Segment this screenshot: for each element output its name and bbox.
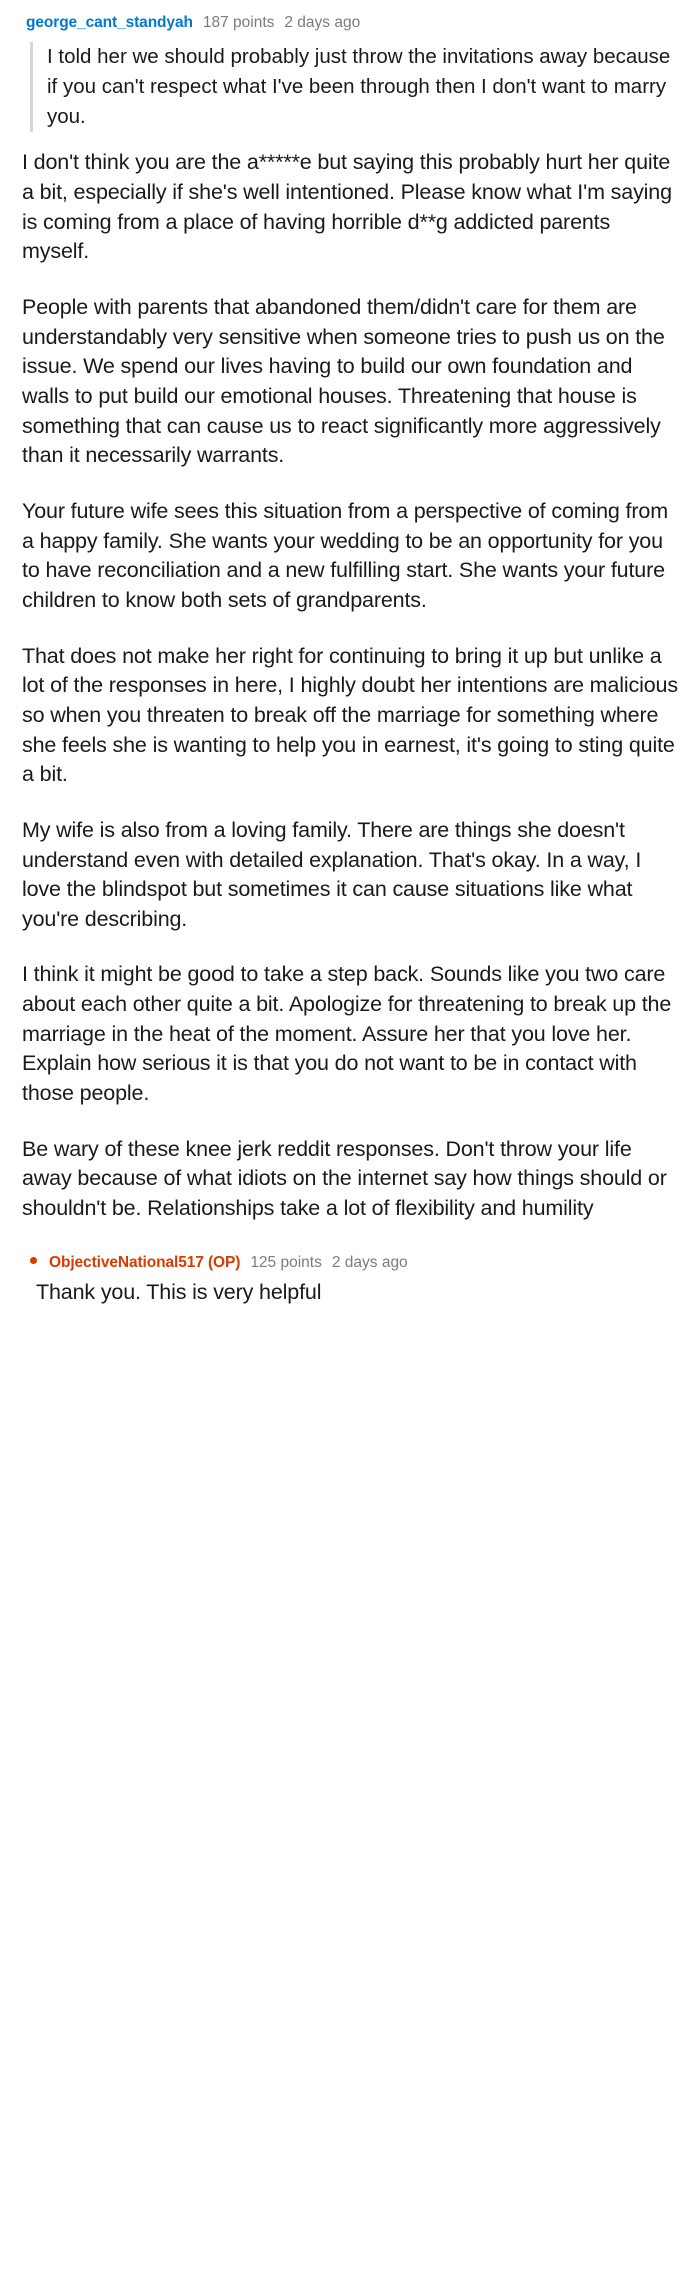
- comment-paragraph: Be wary of these knee jerk reddit responses. Don't throw your life away because of what idiots on the internet say how things should or shouldn't be. Relationships take a lot of flexibility and humility: [22, 1136, 667, 1221]
- comment-points: 187 points: [202, 14, 275, 31]
- comment-paragraph: Your future wife sees this situation from a perspective of coming from a happy family. She wants your wedding to be an opportunity for you to have reconciliation and a new fulfilling start. She wants your future children to know both sets of grandparents.: [22, 498, 668, 612]
- reply-comment: [0, 1250, 700, 1318]
- reply-header: [0, 1250, 700, 1274]
- comment-header: [0, 0, 700, 34]
- reply-timestamp: 2 days ago: [331, 1253, 408, 1271]
- comment-paragraph: I think it might be good to take a step back. Sounds like you two care about each other quite a bit. Apologize for threatening to break up the marriage in the heat of the moment. Assure her that you love her. Explain how serious it is that you do not want to be in contact with those people.: [22, 962, 672, 1106]
- comment-paragraph: I don't think you are the a*****e but saying this probably hurt her quite a bit, especially if she's well intentioned. Please know what I'm saying is coming from a place of having horrible d**g addicted parents myself.: [22, 150, 672, 264]
- comment-timestamp: 2 days ago: [284, 14, 361, 31]
- comment-body: [0, 148, 700, 1223]
- op-marker-icon: [30, 1257, 37, 1264]
- comment-paragraph: People with parents that abandoned them/didn't care for them are understandably very sensitive when someone tries to push us on the issue. We spend our lives having to build our own foundation and walls to put build our emotional houses. Threatening that house is something that can cause us to react significantly more aggressively than it necessarily warrants.: [22, 295, 665, 468]
- quoted-text: I told her we should probably just throw the invitations away because if you can't respect what I've been through then I don't want to marry you.: [30, 42, 678, 132]
- comment-author-link[interactable]: george_cant_standyah: [26, 14, 193, 31]
- reply-author-link[interactable]: ObjectiveNational517 (OP): [49, 1253, 241, 1271]
- comment-paragraph: My wife is also from a loving family. There are things she doesn't understand even with detailed explanation. That's okay. In a way, I love the blindspot but sometimes it can cause situations like what you're describing.: [22, 817, 642, 931]
- comment-paragraph: That does not make her right for continuing to bring it up but unlike a lot of the responses in here, I highly doubt her intentions are malicious so when you threaten to break off the marriage for something where she feels she is wanting to help you in earnest, it's going to sting quite a bit.: [22, 643, 678, 787]
- reply-text: Thank you. This is very helpful: [36, 1279, 322, 1304]
- reply-points: 125 points: [250, 1253, 322, 1271]
